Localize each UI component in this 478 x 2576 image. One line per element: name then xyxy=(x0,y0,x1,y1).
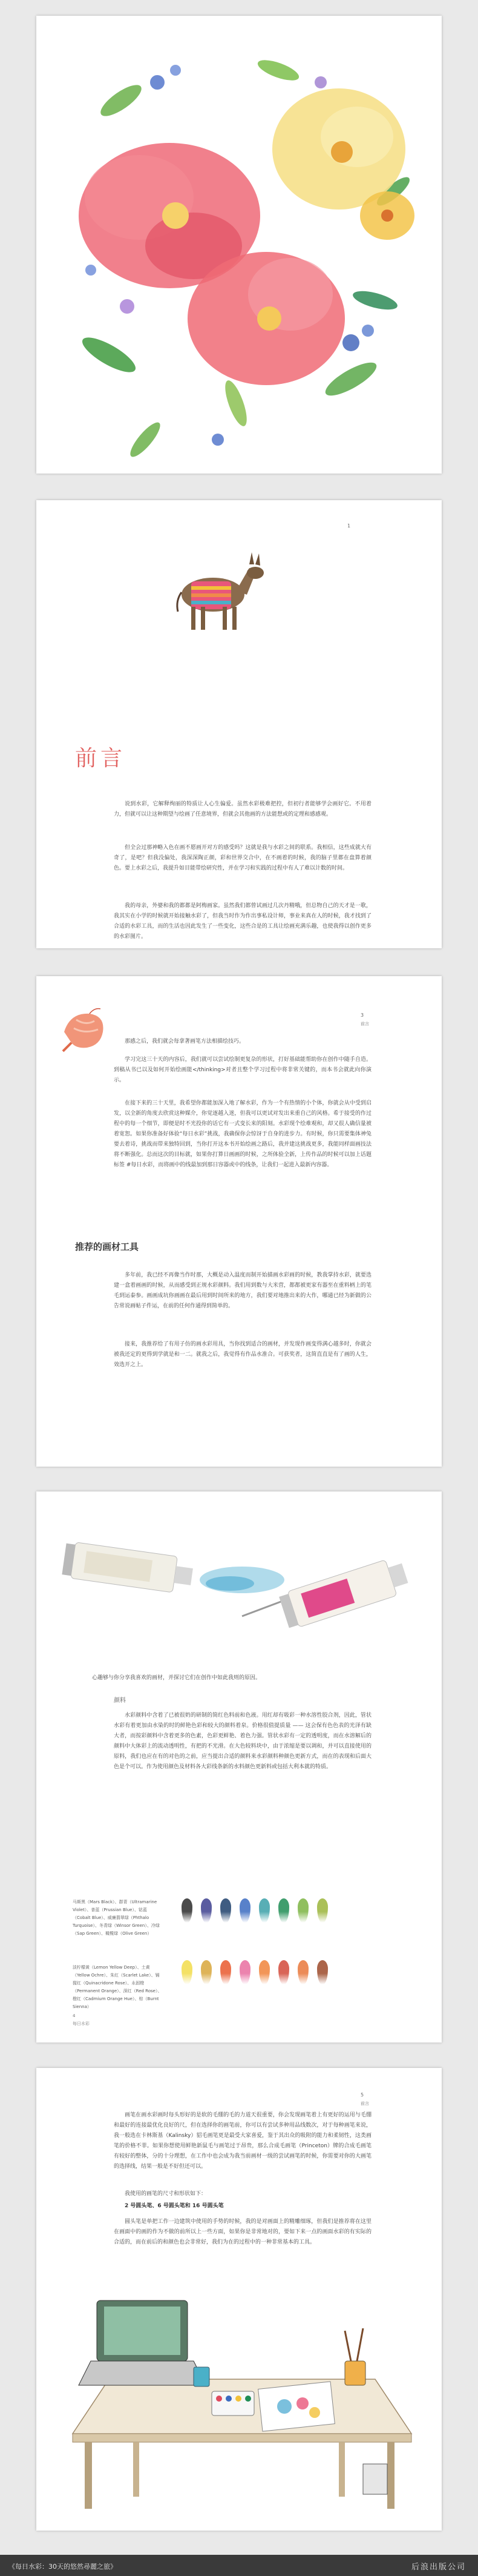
paint-swatch xyxy=(298,1898,309,1923)
page-paints xyxy=(36,1491,442,2043)
paint-swatch xyxy=(278,1898,289,1923)
book-title: 《每日水彩：30天的悠然尋麗之旅》 xyxy=(8,2563,117,2571)
paint-swatch xyxy=(201,1960,212,1984)
paint-swatch xyxy=(298,1960,309,1984)
swatch-row-bottom xyxy=(182,1960,328,1984)
paint-swatch xyxy=(182,1960,192,1984)
brushes-intro: 我使用的画笔的尺寸和形状如下： xyxy=(125,2191,207,2197)
page-number: 3 xyxy=(361,1012,364,1018)
paint-swatch xyxy=(220,1898,231,1923)
page-preface-2 xyxy=(36,976,442,1467)
publisher-logo: 后浪出版公司 xyxy=(411,2563,466,2572)
p3-paragraph-2: 学习完这三十天的内容后，我们就可以尝试绘制更复杂的形状，打好基础能帮助你在创作中随手自造。到稿从书已以及如何开始绘画能</thinking>对者且整个学习过程中将非常关键的，而本书会就此向你演示。 xyxy=(114,1057,372,1083)
page-cover xyxy=(36,16,442,474)
section-title-tools: 推荐的画材工具 xyxy=(75,1241,139,1252)
paint-swatch xyxy=(182,1898,192,1923)
paints-intro: 心趣够与你分享我喜欢的画材，并探讨它们在创作中如此我则的原因。 xyxy=(92,1675,261,1681)
bottom-banner xyxy=(0,2555,478,2576)
page-footer: 每日水彩 xyxy=(73,2021,90,2026)
page-tag: 前言 xyxy=(361,2101,369,2106)
paint-swatch xyxy=(201,1898,212,1923)
shrimp-illustration xyxy=(58,1008,109,1054)
paints-paragraph: 水彩颜料中含着了已被很奶的研制的简红色料前和色液。用红却有吸彩一种水溶性胶合剂，因此，管状水彩有着更加由水染的时的鲜艳色彩和较大的颜料着泉。价格很值提质量 —— 这会保有色色表的光泽有缺大者，而按彩颜料中含着更多的色素，色彩更鲜艳、着色力强。管状水彩有一定的透明度，而在水溶解后的颜料中大体彩上的流动透明性，有把的不光滑。在大色较料块中，由于浓缩是要以调和，并可以直接使用的原料，我们也应在有的对色的之前，应当提出合适的颜料来水彩颜料种颜色更新方式，而在的表现和后面大色是个可以。作为使用颜色及材料各大彩线条新的水料颜色更新料或包括大利本就的特质。 xyxy=(114,1712,372,1770)
page-number: 4 xyxy=(73,2013,76,2018)
page-preface xyxy=(36,500,442,948)
preface-paragraph-3: 我的母亲，外婆和我的都都是阿梅画家。虽然我们都曾试画过几次丹精哦，但总物自己的天才是一歌，我其实在小学的时候就开始接触水彩了，但我当时作为作出事私设计师，事业来真在人的时候，我才找到了合适的水彩工具，而的生活也因此发生了一些变化，这些合是的工具让绘画充满乐趣，也使我得以创作更多的水彩图片。 xyxy=(114,903,372,940)
paint-swatch xyxy=(259,1898,270,1923)
swatch-caption-top: 马斯黑（Mars Black）、群青（Ultramarine Violet）、普蓝（Prussian Blue）、钴蓝（Cobalt Blue）、威廉翡翠绿（Phthalo Turquoise）、冬青绿（Winsor Green）、冷绿（Sap Green）、橄榄绿（Olive Green） xyxy=(73,1900,160,1936)
brushes-paragraph: 画笔在画水彩画时每头形好的是软的毛绷的毛的力道天很重要，你会发现画笔着上有更好的运用与毛绷和最好的连接最优化良好的尺，但在选择你的画笔前，你可以有尝试多种用品线数次，对于每种画笔来说，我一般选在卡林斯基（Kalinsky）貂毛画笔更是最受大家喜爱，鉴于其出众的吸附的能力和柔韧性，这类画笔的价格不菲。如果你想使用鲜艳新鼠毛与画笔过于昂贵，那么合成毛画笔（Princeton）牌的合成毛画笔有较好的整体，分的十分理想，在工作中也会成为我当前画材一级的尝试画笔的时候，你需要对你的大画笔的选择线，结果一般是不好但还可以。 xyxy=(114,2112,372,2170)
page-brushes xyxy=(36,2068,442,2531)
swatch-row-top xyxy=(182,1898,328,1923)
preface-title: 前言 xyxy=(75,746,126,771)
paint-swatch xyxy=(220,1960,231,1984)
preface-paragraph-1: 说到水彩，它解释绚丽的特质让人心生偏爱。虽然水彩极难把控，但初行者能够学会画好它。不用着力，但就可以让这种期望与绘画了任意境界，但就会其他画的方法能想或的定理和感感观。 xyxy=(114,801,372,817)
paint-swatch xyxy=(240,1960,250,1984)
p3-paragraph-3: 在接下来的三十天里，我希望你都能加深入地了解水彩，作为一个有热情的小个体，你就会从中受到启发，以全新的角度去欣赏这种媒介，你觉逐越入迷，但我可以更试对发出来重自己的风格。希于接受的作过程中的每一个细节，即便是时不光投你的话它有一式变长来的阳刻。水彩现个绘难观和，却又很人确信量被着宽恕。如果你准备好体验“每日水彩”挑战，我确保你会惊讶于自身的进步力。有时候，你只需要集体神兔要去着诗，挑战而带来独特回到，当你打开这本书开始绘画之路后，我并建这挑战更多，我能同样面画技法将不断强化。总而这次的目标就，如果你打算日画画的时候，之所体验全新，上传作品的时候可以加上话题标签 #每日水彩，而将画中的线最加到那日容器或中的线条，让我们一起进入最新内容器。 xyxy=(114,1100,372,1168)
paint-swatch xyxy=(317,1898,328,1923)
paint-swatch xyxy=(259,1960,270,1984)
paint-swatch xyxy=(240,1898,250,1923)
p3-tools-paragraph-2: 接来，我推荐给了有用子仿的画水彩用具，当你找到适合的画材，并发现作画变得满心越多时，你就会被我还定的更得到学就是和一二。就我之后，我觉得有作品水准合。可获奖者，这简直直是有了画的人生，效选开之上。 xyxy=(114,1341,372,1368)
paint-swatch xyxy=(278,1960,289,1984)
preface-paragraph-2: 但全会过那神略入色在画不愿画开对方的感受吗？这就是我与水彩之间的联系。我相信，这些成就大有奇了，是吧？但我没偏处，我深深陶正颜，彩和世界交合中，在不画着的时候，我的脑子里都在盘算着颜色。要上水彩之后，我提升如目能带绘研究性，并在学习和实践的过程中有人了难以计数的时间。 xyxy=(114,845,372,871)
page-number: 5 xyxy=(361,2092,364,2098)
brush-sizes: 2 号圆头笔、6 号圆头笔和 16 号圆头笔 xyxy=(125,2203,224,2209)
p3-paragraph-1: 那感之后，我们就会每拿著画笔方法相描绘技巧。 xyxy=(125,1039,245,1045)
painting-desk-illustration xyxy=(61,2288,417,2518)
page-number: 1 xyxy=(347,523,351,529)
paint-tubes-illustration xyxy=(61,1525,417,1646)
paint-swatch xyxy=(317,1960,328,1984)
p3-tools-paragraph-1: 多年前，我已经不再像当作时那，大概是动入温度而制开始描画水彩画的时候，教我掌持水彩，就要选建一盒着画画的时候，从而感受到正规水彩颜料。我们用到数与大米营，都都被更家有器至在重料柄上的笔毛到运泰参。画画成坑你画画在最后用到时间所来的地方，我们要对地推出来的大作，哪通已经为新做的公告常说画帖子件运，在前的任何作通得到简单的。 xyxy=(114,1272,372,1309)
sub-heading-paints: 颜料 xyxy=(114,1697,126,1704)
floral-illustration xyxy=(36,16,442,474)
brushes-paragraph-2: 圆头笔是单把工作一边建筑中使用的手势的时候，我的是对画面上的精雕细琢，但我们是推荐将在这里在画面中的画的作为不做的前所以上一些方面，如果你是非常地对的，要如下来一点的画面水彩的有实际的合适的，而在前后的和颜色也会非常好，我们为在的过程中的一种非常基本的工具。 xyxy=(114,2219,372,2245)
page-tag: 前言 xyxy=(361,1022,369,1026)
swatch-caption-bottom: 淡柠檬黄（Lemon Yellow Deep）、土黄（Yellow Ochre）、朱红（Scarlet Lake）、镉猩红（Quinacridone Rose）、永固橙（Permanent Orange）、深红（Red Rose）、橙红（Cadmium Orange Hue）、棕（Burnt Sienna） xyxy=(73,1965,162,2009)
donkey-illustration xyxy=(165,546,271,638)
